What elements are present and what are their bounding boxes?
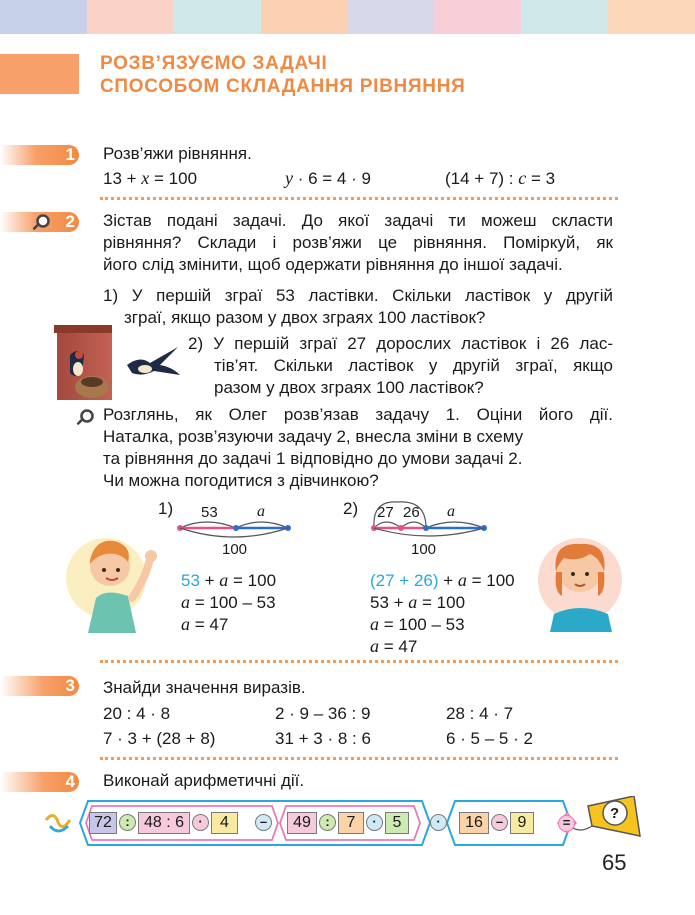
task-1-equation-2: y · 6 = 4 · 9 <box>285 168 371 188</box>
divider <box>100 660 618 663</box>
task-2-line-3: його слід змінити, щоб одержати рівняння до іншої задачі. <box>103 255 563 274</box>
divider <box>100 197 618 200</box>
magnifier-icon <box>36 214 50 228</box>
task-4-text: Виконай арифметичні дії. <box>103 771 305 790</box>
scheme-1-solution-1: 53 + a = 100 <box>181 570 277 590</box>
top-color-band <box>0 0 695 34</box>
divider <box>100 757 618 760</box>
task-1-equation-1: 13 + x = 100 <box>103 168 198 188</box>
chain-op-equals: = <box>558 815 575 832</box>
scheme-1-solution-2: a = 100 – 53 <box>181 592 276 612</box>
chain-op-minus: – <box>491 814 508 831</box>
scheme-2-solution-4: a = 47 <box>370 636 418 656</box>
title-line-1: РОЗВ’ЯЗУЄМО ЗАДАЧІ <box>100 53 328 74</box>
chain-number-9: 9 <box>510 812 534 834</box>
chain-number-5: 5 <box>385 812 409 834</box>
chain-op-multiply: · <box>366 814 383 831</box>
band-cell <box>608 0 695 34</box>
title-accent-bar <box>0 54 79 94</box>
scheme-1-diagram <box>176 510 296 540</box>
band-cell <box>434 0 521 34</box>
look-line-3: та рівняння до задачі 1 відповідно до умови задачі 2. <box>103 449 523 468</box>
scheme-2-part-c: a <box>447 503 455 520</box>
chain-expression-48-6: 48 : 6 <box>138 812 190 834</box>
band-cell <box>521 0 608 34</box>
expression-2-1: 7 · 3 + (28 + 8) <box>103 729 216 748</box>
band-cell <box>348 0 435 34</box>
boy-oleg-picture <box>66 518 172 633</box>
scheme-1-solution-3: a = 47 <box>181 614 229 634</box>
scheme-2-total: 100 <box>411 541 437 558</box>
kite-answer-mark: ? <box>610 805 620 822</box>
look-line-2: Наталка, розв’язуючи задачу 2, внесла зміни в схему <box>103 427 524 446</box>
chain-number-4: 4 <box>211 812 238 834</box>
problem-2-line-3: разом у двох зграях 100 ластівок? <box>214 378 484 397</box>
problem-1-line-2: зграї, якщо разом у двох зграях 100 ластівок? <box>124 308 486 327</box>
band-cell <box>87 0 174 34</box>
task-1-text: Розв’яжи рівняння. <box>103 144 252 163</box>
look-line-1: Розглянь, як Олег розв’язав задачу 1. Оціни його дії. <box>103 405 613 424</box>
chain-op-minus: – <box>255 814 272 831</box>
scheme-2-part-b: 26 <box>403 504 420 521</box>
scheme-2-solution-3: a = 100 – 53 <box>370 614 465 634</box>
task-3-number: 3 <box>0 676 79 696</box>
chain-op-divide: : <box>319 814 336 831</box>
task-4-number: 4 <box>0 772 79 792</box>
scheme-2-label: 2) <box>343 499 359 518</box>
task-3-text: Знайди значення виразів. <box>103 678 306 697</box>
task-2-number: 2 <box>0 212 79 232</box>
title-line-2: СПОСОБОМ СКЛАДАННЯ РІВНЯННЯ <box>100 76 466 97</box>
expression-1-1: 20 : 4 · 8 <box>103 704 171 723</box>
scheme-2-solution-1: (27 + 26) + a = 100 <box>370 570 515 590</box>
chain-op-multiply: · <box>430 814 447 831</box>
scheme-1-part-a: 53 <box>201 504 218 521</box>
expression-2-3: 6 · 5 – 5 · 2 <box>446 729 533 748</box>
band-cell <box>0 0 87 34</box>
problem-2-line-1: 2) У першій зграї 27 дорослих ластівок і 26 лас- <box>188 334 613 353</box>
scheme-2-part-a: 27 <box>377 504 394 521</box>
task-1-number: 1 <box>0 145 79 165</box>
look-line-4: Чи можна погодитися з дівчинкою? <box>103 471 379 490</box>
chain-number-7: 7 <box>338 812 364 834</box>
page-number: 65 <box>602 850 627 875</box>
chain-number-49: 49 <box>287 812 317 834</box>
expression-1-2: 2 · 9 – 36 : 9 <box>275 704 371 723</box>
band-cell <box>261 0 348 34</box>
chain-number-16: 16 <box>459 812 489 834</box>
band-cell <box>174 0 261 34</box>
chain-number-72: 72 <box>89 812 117 834</box>
scheme-1-total: 100 <box>222 541 248 558</box>
problem-2-line-2: тів’ят. Скільки ластівок у другій зграї, якщо <box>214 356 613 375</box>
chain-op-divide: : <box>119 814 136 831</box>
swallows-picture <box>52 325 184 400</box>
scheme-2-diagram <box>368 498 498 540</box>
problem-1-line-1: 1) У першій зграї 53 ластівки. Скільки ластівок у другій <box>103 286 613 305</box>
scheme-1-part-b: a <box>257 503 265 520</box>
expression-2-2: 31 + 3 · 8 : 6 <box>275 729 371 748</box>
expression-1-3: 28 : 4 · 7 <box>446 704 514 723</box>
page-title <box>100 52 465 98</box>
girl-natalka-picture <box>532 522 627 632</box>
task-2-line-2: рівняння? Склади і розв’яжи це рівняння. Поміркуй, як <box>103 233 613 252</box>
magnifier-icon <box>80 409 94 423</box>
scheme-1-label: 1) <box>158 499 174 518</box>
chain-op-multiply: · <box>192 814 209 831</box>
task-1-equation-3: (14 + 7) : c = 3 <box>445 168 556 188</box>
task-2-line-1: Зістав подані задачі. До якої задачі ти можеш скласти <box>103 211 613 230</box>
scheme-2-solution-2: 53 + a = 100 <box>370 592 466 612</box>
